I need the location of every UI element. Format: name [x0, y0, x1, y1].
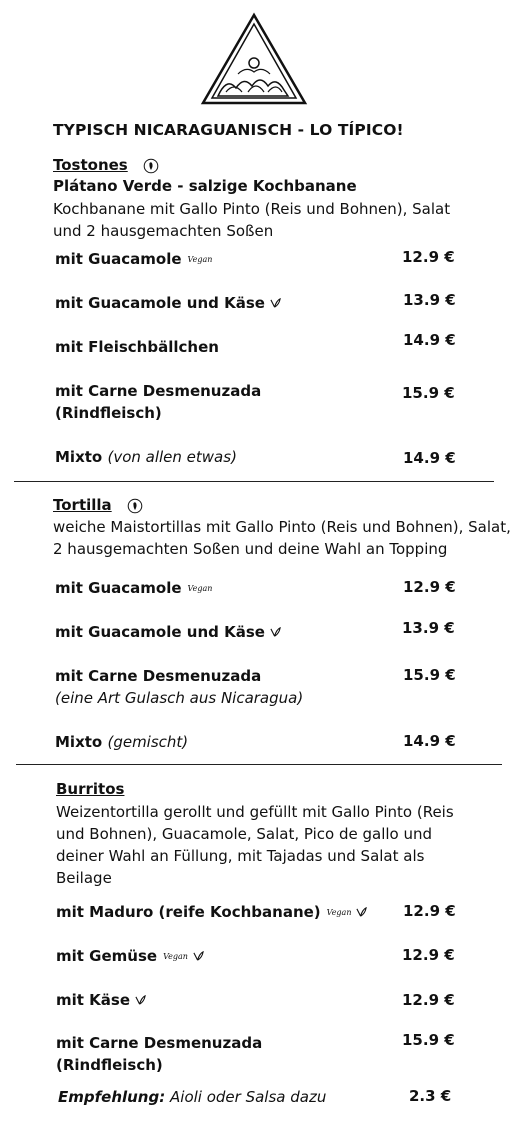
vegan-badge: Vegan [187, 583, 213, 593]
menu-item-price: 14.9 € [403, 331, 456, 349]
menu-item-name [56, 989, 146, 1011]
menu-item-price: 15.9 € [402, 384, 455, 402]
menu-item-name: mit Fleischbällchen [55, 338, 219, 356]
menu-item-name [56, 901, 367, 924]
recommendation-note [58, 1086, 326, 1108]
item-label: mit Guacamole und Käse [55, 294, 265, 312]
menu-item-name [55, 665, 303, 709]
tostones-description: Kochbanane mit Gallo Pinto (Reis und Bohnen), Salat und 2 hausgemachten Soßen [53, 200, 451, 240]
tortilla-description: weiche Maistortillas mit Gallo Pinto (Reis und Bohnen), Salat, 2 hausgemachten Soßen und deine Wahl an Topping [53, 518, 511, 558]
vegetarian-leaf-icon [270, 627, 281, 638]
recommendation-label: Empfehlung: [58, 1088, 166, 1106]
vegan-badge: Vegan [163, 951, 188, 961]
menu-item-name [55, 731, 188, 753]
item-label-line2: (Rindfleisch) [56, 1056, 163, 1074]
item-note: (von allen etwas) [107, 448, 237, 466]
item-label: Mixto [55, 733, 103, 751]
item-label: mit Carne Desmenuzada [55, 382, 262, 400]
menu-item-price: 12.9 € [403, 578, 456, 596]
menu-item-name [56, 1032, 262, 1076]
vegetarian-leaf-icon [193, 951, 204, 962]
vegetarian-leaf-icon [356, 907, 367, 918]
menu-item-name [55, 621, 281, 643]
page-title: TYPISCH NICARAGUANISCH - LO TÍPICO! [53, 121, 404, 139]
vegan-badge: Vegan [326, 907, 352, 917]
menu-item-price: 15.9 € [403, 666, 456, 684]
menu-item-price: 12.9 € [402, 946, 455, 964]
item-label: mit Gemüse [56, 947, 158, 965]
vegetarian-leaf-icon [270, 298, 281, 309]
menu-item-price: 13.9 € [403, 291, 456, 309]
item-label: mit Maduro (reife Kochbanane) [56, 903, 321, 921]
menu-item-name [55, 380, 261, 424]
menu-item-name [55, 577, 212, 600]
chili-icon [143, 158, 159, 174]
menu-item-price: 15.9 € [402, 1031, 455, 1049]
recommendation-text: Aioli oder Salsa dazu [170, 1088, 327, 1106]
menu-item-price: 14.9 € [403, 449, 456, 467]
chili-icon [127, 498, 143, 514]
item-label: mit Käse [56, 991, 131, 1009]
item-label: mit Guacamole und Käse [55, 623, 265, 641]
tostones-heading-row [53, 155, 159, 174]
burritos-heading: Burritos [56, 780, 125, 798]
menu-item-name [55, 292, 281, 314]
burritos-description: Weizentortilla gerollt und gefüllt mit Gallo Pinto (Reis und Bohnen), Guacamole, Salat, Pico de gallo und deiner Wahl an Füllung, mit Tajadas und Salat als Beilage [56, 803, 454, 887]
menu-item-price: 13.9 € [402, 619, 455, 637]
tortilla-heading-row [53, 495, 143, 514]
section-divider [16, 764, 502, 765]
item-label: Mixto [55, 448, 103, 466]
item-label: mit Carne Desmenuzada [56, 1034, 263, 1052]
menu-item-name [55, 248, 212, 271]
recommendation-price: 2.3 € [409, 1087, 452, 1105]
menu-item-name [56, 945, 204, 968]
item-label-line2: (Rindfleisch) [55, 404, 162, 422]
item-label: mit Guacamole [55, 250, 182, 268]
tostones-subheading: Plátano Verde - salzige Kochbanane [53, 177, 357, 195]
tortilla-heading: Tortilla [53, 496, 112, 514]
menu-item-price: 12.9 € [402, 991, 455, 1009]
menu-item-price: 14.9 € [403, 732, 456, 750]
tostones-heading: Tostones [53, 156, 128, 174]
menu-item-price: 12.9 € [403, 902, 456, 920]
menu-item-price: 12.9 € [402, 248, 455, 266]
item-label: mit Guacamole [55, 579, 182, 597]
vegan-badge: Vegan [187, 254, 213, 264]
section-divider [14, 481, 494, 482]
item-label: mit Carne Desmenuzada [55, 667, 262, 685]
item-note: (gemischt) [107, 733, 189, 751]
vegetarian-leaf-icon [135, 995, 146, 1006]
menu-item-name [55, 446, 237, 468]
volcano-triangle-logo [198, 12, 310, 108]
item-note: (eine Art Gulasch aus Nicaragua) [55, 689, 304, 707]
